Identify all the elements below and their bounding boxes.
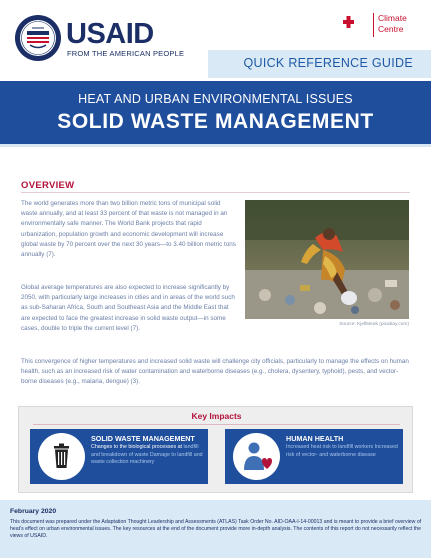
document-subtitle: HEAT AND URBAN ENVIRONMENTAL ISSUES [78, 92, 353, 106]
impact-card-heading: SOLID WASTE MANAGEMENT [91, 434, 195, 443]
page-footer [0, 500, 431, 558]
overview-divider [21, 192, 410, 193]
title-band [0, 81, 431, 144]
overview-paragraph-2: Global average temperatures are also expected to increase significantly by 2050, with particularly large increases in cities and in areas of the world such as sub-Saharan Africa, South and Southeast Asia and the Middle East that are expected to face the greatest increase in solid waste output—in some cases, double to triple the current level (7). [21, 284, 235, 332]
key-impacts-divider [33, 424, 400, 425]
climate-centre-text: Climate Centre [378, 13, 407, 34]
key-impacts-box [18, 406, 413, 493]
person-heart-icon [233, 433, 280, 480]
landfill-photo-illustration [245, 200, 409, 319]
climate-centre-logo [343, 13, 423, 37]
page-header [0, 0, 431, 80]
title-divider [0, 144, 431, 147]
impact-card-human-health [225, 429, 403, 484]
usaid-tagline: FROM THE AMERICAN PEOPLE [67, 49, 185, 58]
publication-date: February 2020 [10, 508, 57, 515]
red-cross-crescent-icon [343, 16, 369, 28]
overview-paragraph-3: This convergence of higher temperatures and increased solid waste will challenge city officials, particularly to manage the effects on human health, such as an increased risk of water contamination and waterborne diseases (e.g., cholera, dysentery, typhoid), pests, and vector-borne diseases (e.g., malaria, dengue) (3). [21, 358, 409, 386]
overview-heading: OVERVIEW [21, 180, 75, 191]
quick-reference-bar [0, 50, 431, 78]
usaid-wordmark: USAID [66, 18, 154, 50]
logo-divider [373, 13, 374, 37]
key-impacts-heading: Key Impacts [191, 411, 242, 421]
photo-caption: Source: KjellMeek (pixabay.com) [339, 322, 409, 327]
impact-card-body: Changes to the biological processes at landfill and breakdown of waste Damage to landfill and waste collection machinery [91, 444, 203, 466]
footer-disclaimer: This document was prepared under the Adaptation Thought Leadership and Assessments (ATLAS) Task Order No. AID-OAA-I-14-00013 and is meant to provide a brief overview of heat's effect on urban environmental issues. The key resources at the end of the document provide more in-depth analysis. The contents of this report do not necessarily reflect the views of USAID. [10, 519, 422, 540]
overview-paragraph-1: The world generates more than two billion metric tons of municipal solid waste annually, and at least 33 percent of that waste is not managed in an environmentally safe manner. The World Bank projects that rapid urbanization, population growth and economic development will increase global waste by 70 percent over the next 30 years—to 3.40 billion metric tons annually (7). [21, 200, 236, 259]
document-title: SOLID WASTE MANAGEMENT [57, 110, 374, 133]
quick-reference-label: QUICK REFERENCE GUIDE [243, 56, 413, 70]
impact-card-body: Increased heat risk to landfill workers Increased risk of vector- and waterborne disease [286, 444, 398, 458]
impact-card-heading: HUMAN HEALTH [286, 434, 344, 443]
impact-card-solid-waste [30, 429, 208, 484]
trash-bin-icon [38, 433, 85, 480]
landfill-photo [245, 200, 409, 319]
